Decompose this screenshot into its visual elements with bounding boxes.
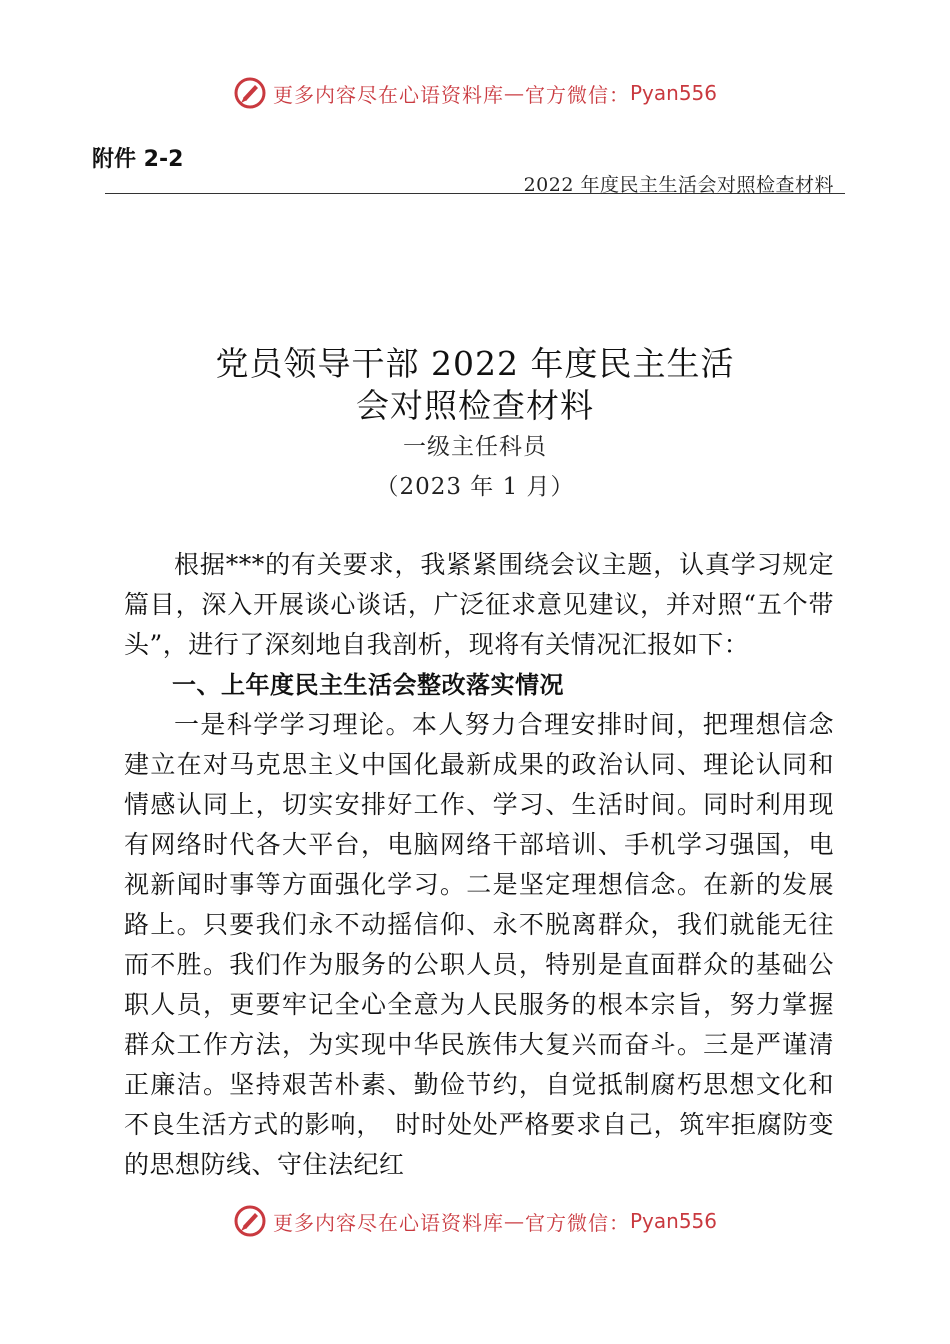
pen-heart-logo-icon [233, 76, 267, 110]
attachment-label: 附件 2-2 [92, 147, 184, 172]
section-heading: 一、上年度民主生活会整改落实情况 [172, 671, 564, 699]
watermark-top [0, 73, 950, 113]
author-role: 一级主任科员 [403, 434, 547, 460]
page-title-line2: 会对照检查材料 [356, 386, 594, 425]
header-divider [105, 193, 845, 194]
watermark-label: 官方微信： [524, 1210, 630, 1235]
watermark-id: Pyan556 [629, 81, 717, 105]
watermark-dash: — [503, 81, 525, 105]
document-date: （2023 年 1 月） [375, 474, 575, 500]
intro-paragraph: 根据***的有关要求，我紧紧围绕会议主题，认真学习规定篇目，深入开展谈心谈话，广泛征求意见建议，并对照“五个带头”，进行了深刻地自我剖析，现将有关情况汇报如下： [124, 550, 834, 659]
watermark-dash: — [503, 1209, 525, 1233]
document-body [124, 545, 834, 1185]
section-paragraph: 一是科学学习理论。本人努力合理安排时间，把理想信念建立在对马克思主义中国化最新成果的政治认同、理论认同和情感认同上，切实安排好工作、学习、生活时间。同时利用现有网络时代各大平台，电脑网络干部培训、手机学习强国，电视新闻时事等方面强化学习。二是坚定理想信念。在新的发展路上。只要我们永不动摇信仰、永不脱离群众，我们就能无往而不胜。我们作为服务的公职人员，特别是直面群众的基础公职人员，更要牢记全心全意为人民服务的根本宗旨，努力掌握群众工作方法，为实现中华民族伟大复兴而奋斗。三是严谨清正廉洁。坚持艰苦朴素、勤俭节约，自觉抵制腐朽思想文化和不良生活方式的影响， 时时处处严格要求自己，筑牢拒腐防变的思想防线、守住法纪红 [124, 710, 834, 1179]
watermark-label: 官方微信： [524, 82, 630, 107]
watermark-text: 更多内容尽在心语资料库 [272, 1210, 504, 1235]
pen-heart-logo-icon [233, 1204, 267, 1238]
watermark-bottom [0, 1201, 950, 1241]
watermark-text: 更多内容尽在心语资料库 [272, 82, 504, 107]
page-title-line1: 党员领导干部 2022 年度民主生活 [215, 344, 735, 383]
document-header: 2022 年度民主生活会对照检查材料 [523, 174, 834, 196]
watermark-id: Pyan556 [629, 1209, 717, 1233]
